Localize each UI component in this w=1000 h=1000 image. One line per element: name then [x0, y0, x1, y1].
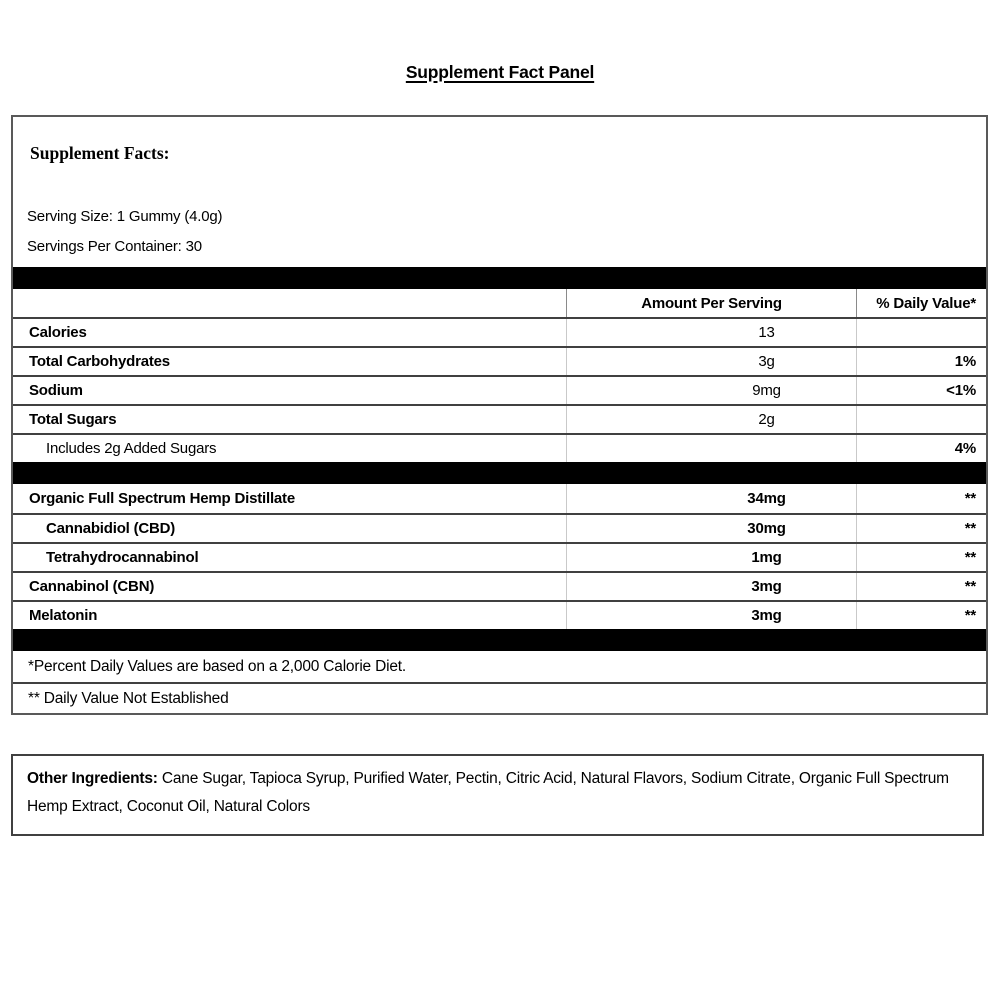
panel-head [13, 117, 986, 267]
table-row-total-carbohydrates [13, 346, 986, 375]
table-row-melatonin [13, 600, 986, 629]
table-header-row [13, 289, 986, 317]
row-label: Cannabinol (CBN) [29, 578, 155, 595]
row-amount [566, 435, 856, 462]
row-label: Cannabidiol (CBD) [46, 520, 176, 537]
daily-value-header: % Daily Value* [856, 289, 986, 317]
row-amount: 30mg [566, 515, 856, 542]
row-daily-value: ** [856, 515, 986, 542]
row-label: Total Carbohydrates [29, 353, 170, 370]
row-daily-value: ** [856, 573, 986, 600]
footnote-daily-values: *Percent Daily Values are based on a 2,000 Calorie Diet. [28, 657, 406, 675]
table-row-sodium [13, 375, 986, 404]
row-label: Total Sugars [29, 411, 117, 428]
row-amount: 13 [566, 319, 856, 346]
other-ingredients-text: Cane Sugar, Tapioca Syrup, Purified Water, Pectin, Citric Acid, Natural Flavors, Sodium Citrate, Organic Full Spectrum Hemp Extract, Coconut Oil, Natural Colors [27, 770, 949, 815]
row-label: Melatonin [29, 607, 98, 624]
row-amount: 34mg [566, 484, 856, 513]
facts-heading: Supplement Facts: [30, 143, 170, 163]
section-divider-bar [13, 462, 986, 484]
row-daily-value: ** [856, 602, 986, 629]
row-daily-value: <1% [856, 377, 986, 404]
row-label: Calories [29, 324, 87, 341]
table-row-hemp-distillate [13, 484, 986, 513]
row-daily-value: ** [856, 484, 986, 513]
table-row-thc [13, 542, 986, 571]
table-row-calories [13, 317, 986, 346]
other-ingredients-label: Other Ingredients: [27, 770, 158, 787]
row-label: Sodium [29, 382, 83, 399]
page-header [0, 62, 1000, 83]
table-row-total-sugars [13, 404, 986, 433]
footnote-not-established: ** Daily Value Not Established [13, 682, 986, 713]
table-row-added-sugars [13, 433, 986, 462]
row-daily-value [856, 406, 986, 433]
amount-per-serving-header: Amount Per Serving [566, 289, 856, 317]
row-amount: 1mg [566, 544, 856, 571]
serving-size: Serving Size: 1 Gummy (4.0g) [27, 208, 223, 225]
row-label: Tetrahydrocannabinol [46, 549, 199, 566]
row-amount: 3g [566, 348, 856, 375]
other-ingredients-box [11, 754, 984, 836]
row-label: Includes 2g Added Sugars [46, 440, 217, 457]
page-title: Supplement Fact Panel [405, 62, 595, 82]
row-daily-value: 4% [856, 435, 986, 462]
row-amount: 3mg [566, 602, 856, 629]
row-daily-value: ** [856, 544, 986, 571]
row-amount: 2g [566, 406, 856, 433]
section-divider-bar [13, 267, 986, 289]
table-row-cbd [13, 513, 986, 542]
supplement-facts-panel [11, 115, 988, 715]
row-label: Organic Full Spectrum Hemp Distillate [29, 490, 295, 507]
row-amount: 3mg [566, 573, 856, 600]
servings-per-container: Servings Per Container: 30 [27, 238, 202, 255]
table-row-cbn [13, 571, 986, 600]
section-divider-bar [13, 629, 986, 651]
row-amount: 9mg [566, 377, 856, 404]
row-daily-value [856, 319, 986, 346]
row-daily-value: 1% [856, 348, 986, 375]
